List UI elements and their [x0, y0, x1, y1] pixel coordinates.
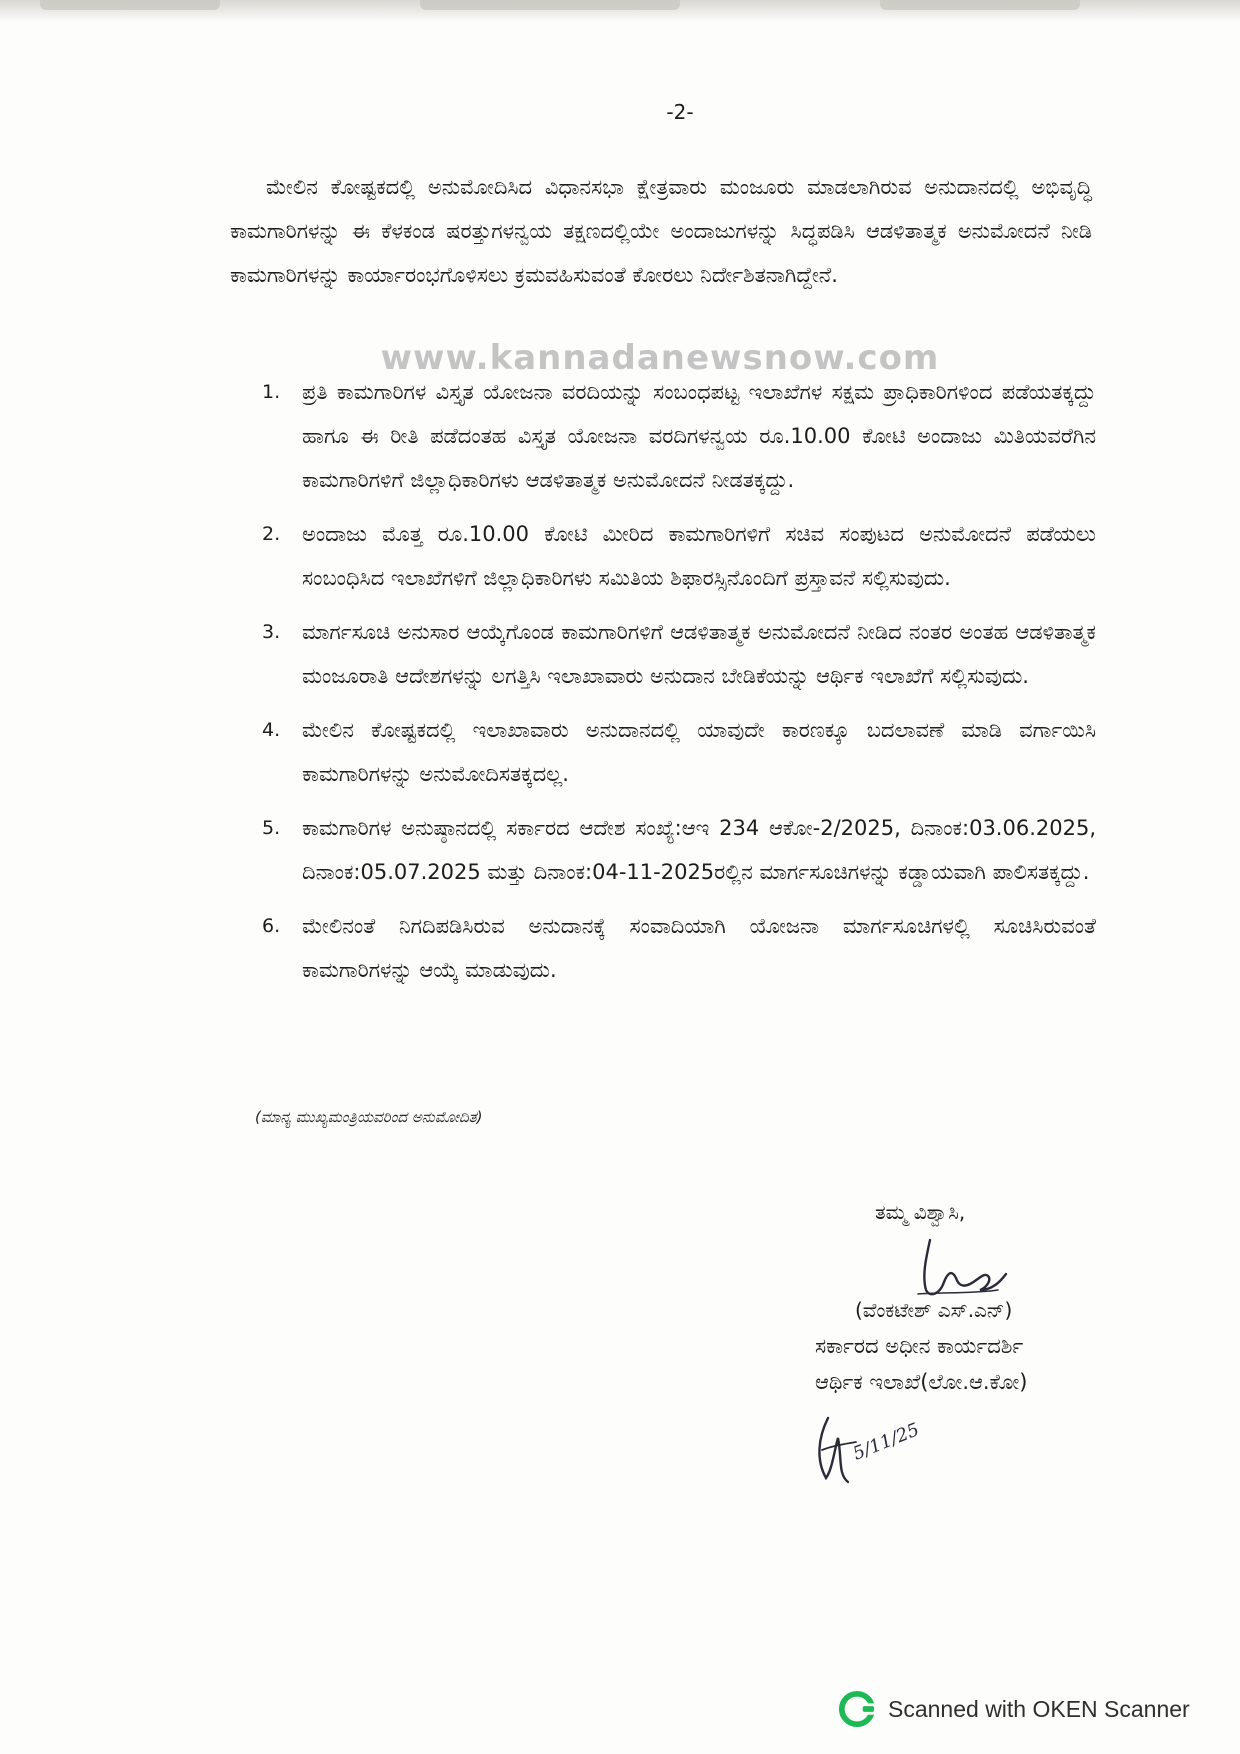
intro-paragraph: ಮೇಲಿನ ಕೋಷ್ಟಕದಲ್ಲಿ ಅನುಮೋದಿಸಿದ ವಿಧಾನಸಭಾ ಕ್ಷೇತ್ರವಾರು ಮಂಜೂರು ಮಾಡಲಾಗಿರುವ ಅನುದಾನದಲ್ಲಿ ಅಭಿವೃದ್ಧಿ ಕಾಮಗಾರಿಗಳನ್ನು ಈ ಕೆಳಕಂಡ ಷರತ್ತುಗಳನ್ವಯ ತಕ್ಷಣದಲ್ಲಿಯೇ ಅಂದಾಜುಗಳನ್ನು ಸಿದ್ಧಪಡಿಸಿ ಆಡಳಿತಾತ್ಮಕ ಅನುಮೋದನೆ ನೀಡಿ ಕಾಮಗಾರಿಗಳನ್ನು ಕಾರ್ಯಾರಂಭಗೊಳಿಸಲು ಕ್ರಮವಹಿಸುವಂತೆ ಕೋರಲು ನಿರ್ದೇಶಿತನಾಗಿದ್ದೇನೆ.: [230, 175, 1092, 287]
scan-edge-mark: [880, 0, 1080, 10]
condition-item: [262, 610, 1096, 698]
approval-note: (ಮಾನ್ಯ ಮುಖ್ಯಮಂತ್ರಿಯವರಿಂದ ಅನುಮೋದಿತ): [255, 1108, 483, 1126]
scanner-watermark: [838, 1690, 1190, 1728]
condition-text: ಕಾಮಗಾರಿಗಳ ಅನುಷ್ಠಾನದಲ್ಲಿ ಸರ್ಕಾರದ ಆದೇಶ ಸಂಖ್ಯೆ:ಆಇ 234 ಆಕೋ-2/2025, ದಿನಾಂಕ:03.06.2025, ದಿನಾಂಕ:05.07.2025 ಮತ್ತು ದಿನಾಂಕ:04-11-2025ರಲ್ಲಿನ ಮಾರ್ಗಸೂಚಿಗಳನ್ನು ಕಡ್ಡಾಯವಾಗಿ ಪಾಲಿಸತಕ್ಕದ್ದು.: [302, 816, 1096, 884]
condition-item: [262, 708, 1096, 796]
signatory-name: (ವೆಂಕಟೇಶ್ ಎಸ್.ಎನ್): [855, 1298, 1013, 1322]
condition-number: 6.: [262, 915, 281, 937]
condition-item: [262, 370, 1096, 502]
conditions-list: [262, 370, 1096, 1002]
signatory-department: ಆರ್ಥಿಕ ಇಲಾಖೆ(ಲೋ.ಆ.ಕೋ): [815, 1370, 1028, 1394]
condition-number: 4.: [262, 719, 281, 741]
scan-top-edge: [0, 0, 1240, 22]
condition-number: 1.: [262, 381, 281, 403]
condition-number: 5.: [262, 817, 281, 839]
page-number: -2-: [666, 100, 694, 124]
oken-scanner-logo-icon: [838, 1690, 876, 1728]
handwritten-signature: [900, 1232, 1020, 1302]
scan-edge-mark: [40, 0, 220, 10]
condition-number: 2.: [262, 523, 281, 545]
condition-text: ಅಂದಾಜು ಮೊತ್ತ ರೂ.10.00 ಕೋಟಿ ಮೀರಿದ ಕಾಮಗಾರಿಗಳಿಗೆ ಸಚಿವ ಸಂಪುಟದ ಅನುಮೋದನೆ ಪಡೆಯಲು ಸಂಬಂಧಿಸಿದ ಇಲಾಖೆಗಳಿಗೆ ಜಿಲ್ಲಾಧಿಕಾರಿಗಳು ಸಮಿತಿಯ ಶಿಫಾರಸ್ಸಿನೊಂದಿಗೆ ಪ್ರಸ್ತಾವನೆ ಸಲ್ಲಿಸುವುದು.: [302, 522, 1096, 590]
condition-text: ಮಾರ್ಗಸೂಚಿ ಅನುಸಾರ ಆಯ್ಕೆಗೊಂಡ ಕಾಮಗಾರಿಗಳಿಗೆ ಆಡಳಿತಾತ್ಮಕ ಅನುಮೋದನೆ ನೀಡಿದ ನಂತರ ಅಂತಹ ಆಡಳಿತಾತ್ಮಕ ಮಂಜೂರಾತಿ ಆದೇಶಗಳನ್ನು ಲಗತ್ತಿಸಿ ಇಲಾಖಾವಾರು ಅನುದಾನ ಬೇಡಿಕೆಯನ್ನು ಆರ್ಥಿಕ ಇಲಾಖೆಗೆ ಸಲ್ಲಿಸುವುದು.: [302, 620, 1096, 688]
condition-text: ಮೇಲಿನ ಕೋಷ್ಟಕದಲ್ಲಿ ಇಲಾಖಾವಾರು ಅನುದಾನದಲ್ಲಿ ಯಾವುದೇ ಕಾರಣಕ್ಕೂ ಬದಲಾವಣೆ ಮಾಡಿ ವರ್ಗಾಯಿಸಿ ಕಾಮಗಾರಿಗಳನ್ನು ಅನುಮೋದಿಸತಕ್ಕದಲ್ಲ.: [302, 718, 1096, 786]
condition-item: [262, 512, 1096, 600]
scanner-label: Scanned with OKEN Scanner: [888, 1695, 1190, 1722]
condition-item: [262, 904, 1096, 992]
watermark-text: www.kannadanewsnow.com: [380, 338, 940, 378]
condition-item: [262, 806, 1096, 894]
handwritten-initials: [808, 1398, 928, 1488]
scan-edge-mark: [420, 0, 680, 10]
closing-salutation: ತಮ್ಮ ವಿಶ್ವಾಸಿ,: [875, 1200, 966, 1224]
initials-date: 5/11/25: [850, 1419, 923, 1465]
condition-number: 3.: [262, 621, 281, 643]
condition-text: ಮೇಲಿನಂತೆ ನಿಗದಿಪಡಿಸಿರುವ ಅನುದಾನಕ್ಕೆ ಸಂವಾದಿಯಾಗಿ ಯೋಜನಾ ಮಾರ್ಗಸೂಚಿಗಳಲ್ಲಿ ಸೂಚಿಸಿರುವಂತೆ ಕಾಮಗಾರಿಗಳನ್ನು ಆಯ್ಕೆ ಮಾಡುವುದು.: [302, 914, 1096, 982]
condition-text: ಪ್ರತಿ ಕಾಮಗಾರಿಗಳ ವಿಸ್ತೃತ ಯೋಜನಾ ವರದಿಯನ್ನು ಸಂಬಂಧಪಟ್ಟ ಇಲಾಖೆಗಳ ಸಕ್ಷಮ ಪ್ರಾಧಿಕಾರಿಗಳಿಂದ ಪಡೆಯತಕ್ಕದ್ದು ಹಾಗೂ ಈ ರೀತಿ ಪಡೆದಂತಹ ವಿಸ್ತೃತ ಯೋಜನಾ ವರದಿಗಳನ್ವಯ ರೂ.10.00 ಕೋಟಿ ಅಂದಾಜು ಮಿತಿಯವರೆಗಿನ ಕಾಮಗಾರಿಗಳಿಗೆ ಜಿಲ್ಲಾಧಿಕಾರಿಗಳು ಆಡಳಿತಾತ್ಮಕ ಅನುಮೋದನೆ ನೀಡತಕ್ಕದ್ದು.: [302, 380, 1096, 492]
signatory-designation: ಸರ್ಕಾರದ ಅಧೀನ ಕಾರ್ಯದರ್ಶಿ: [815, 1334, 1024, 1358]
